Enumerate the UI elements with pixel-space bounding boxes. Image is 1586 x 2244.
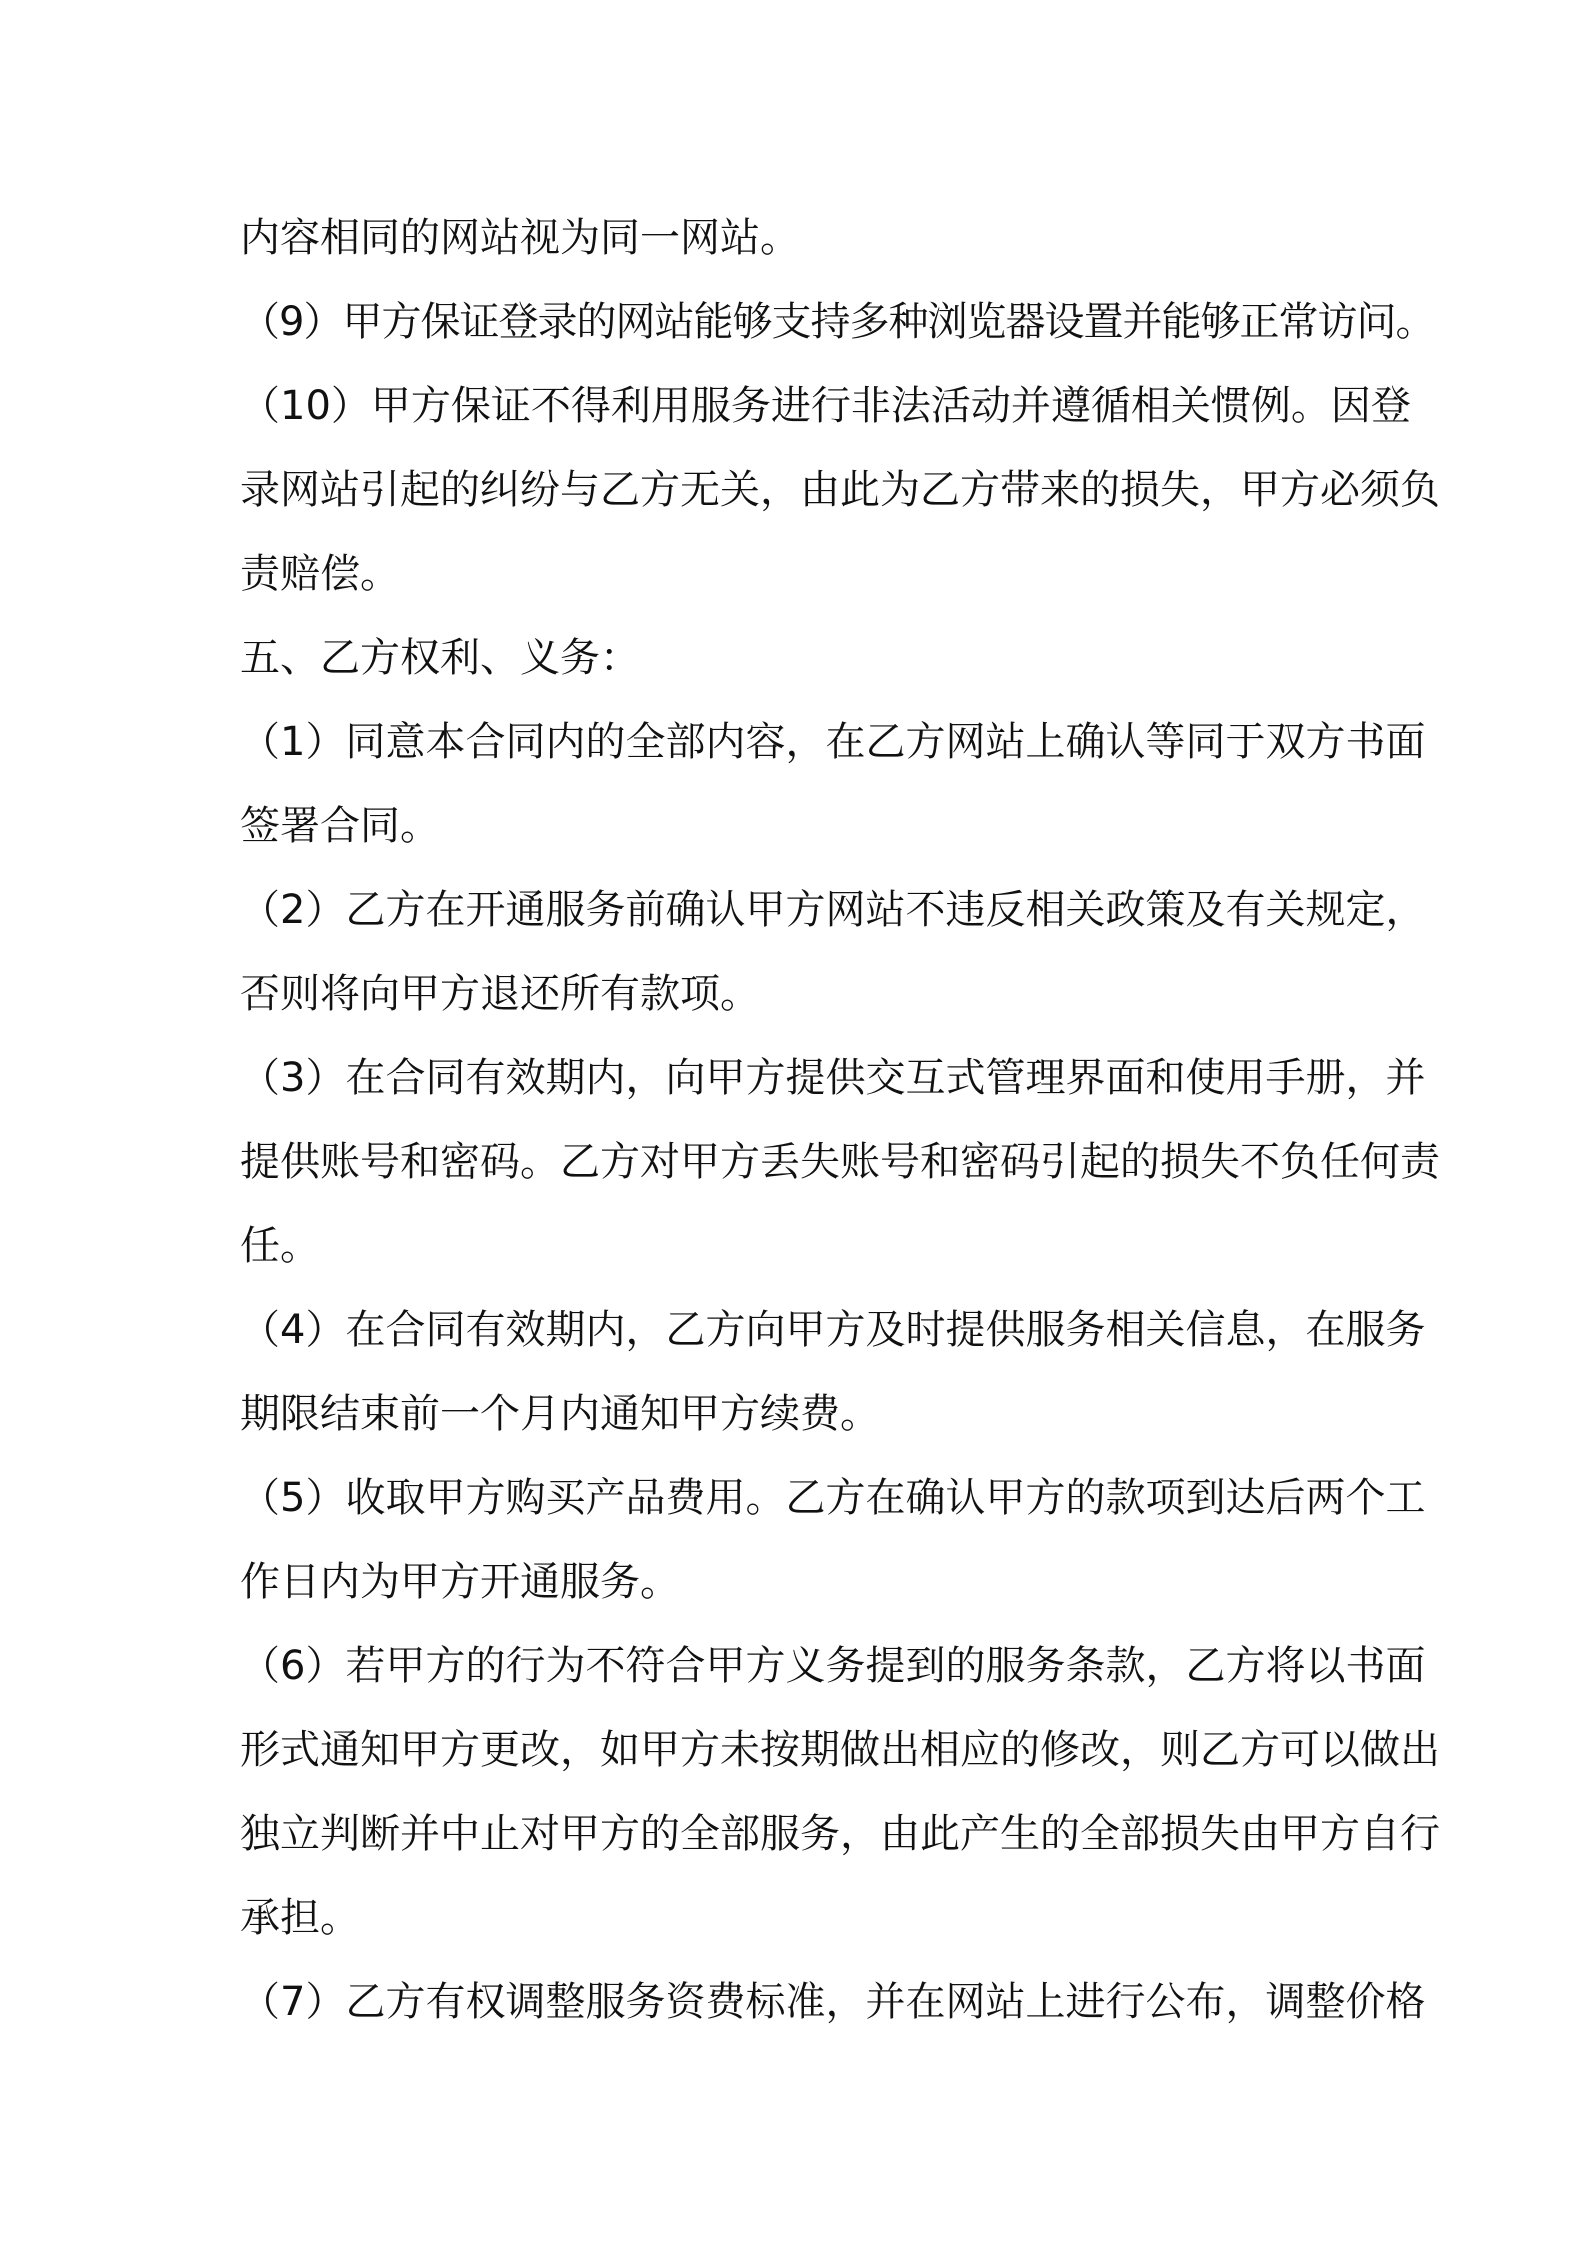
section-heading: 五、乙方权利、义务： bbox=[240, 635, 640, 681]
text-line-18: （6）若甲方的行为不符合甲方义务提到的服务条款，乙方将以书面 bbox=[240, 1643, 1426, 1689]
text-line-11: （3）在合同有效期内，向甲方提供交互式管理界面和使用手册，并 bbox=[240, 1055, 1426, 1101]
text-line-22: （7）乙方有权调整服务资费标准，并在网站上进行公布，调整价格 bbox=[240, 1979, 1426, 2025]
text-line-4: 录网站引起的纠纷与乙方无关，由此为乙方带来的损失，甲方必须负 bbox=[240, 467, 1440, 513]
text-line-7: （1）同意本合同内的全部内容，在乙方网站上确认等同于双方书面 bbox=[240, 719, 1426, 765]
text-line-16: （5）收取甲方购买产品费用。乙方在确认甲方的款项到达后两个工 bbox=[240, 1475, 1426, 1521]
text-line-19: 形式通知甲方更改，如甲方未按期做出相应的修改，则乙方可以做出 bbox=[240, 1727, 1440, 1773]
text-line-17: 作日内为甲方开通服务。 bbox=[240, 1559, 680, 1605]
text-line-10: 否则将向甲方退还所有款项。 bbox=[240, 971, 760, 1017]
text-line-5: 责赔偿。 bbox=[240, 551, 400, 597]
text-line-12: 提供账号和密码。乙方对甲方丢失账号和密码引起的损失不负任何责 bbox=[240, 1139, 1440, 1185]
text-line-14: （4）在合同有效期内，乙方向甲方及时提供服务相关信息，在服务 bbox=[240, 1307, 1426, 1353]
text-line-8: 签署合同。 bbox=[240, 803, 440, 849]
contract-text-body bbox=[240, 196, 1440, 2044]
text-line-15: 期限结束前一个月内通知甲方续费。 bbox=[240, 1391, 880, 1437]
text-line-21: 承担。 bbox=[240, 1895, 360, 1941]
text-line-20: 独立判断并中止对甲方的全部服务，由此产生的全部损失由甲方自行 bbox=[240, 1811, 1440, 1857]
text-line-2: （9）甲方保证登录的网站能够支持多种浏览器设置并能够正常访问。 bbox=[240, 299, 1435, 345]
text-line-9: （2）乙方在开通服务前确认甲方网站不违反相关政策及有关规定， bbox=[240, 887, 1426, 933]
text-line-3: （10）甲方保证不得利用服务进行非法活动并遵循相关惯例。因登 bbox=[240, 383, 1411, 429]
text-line-13: 任。 bbox=[240, 1223, 320, 1269]
text-line-1: 内容相同的网站视为同一网站。 bbox=[240, 215, 800, 261]
